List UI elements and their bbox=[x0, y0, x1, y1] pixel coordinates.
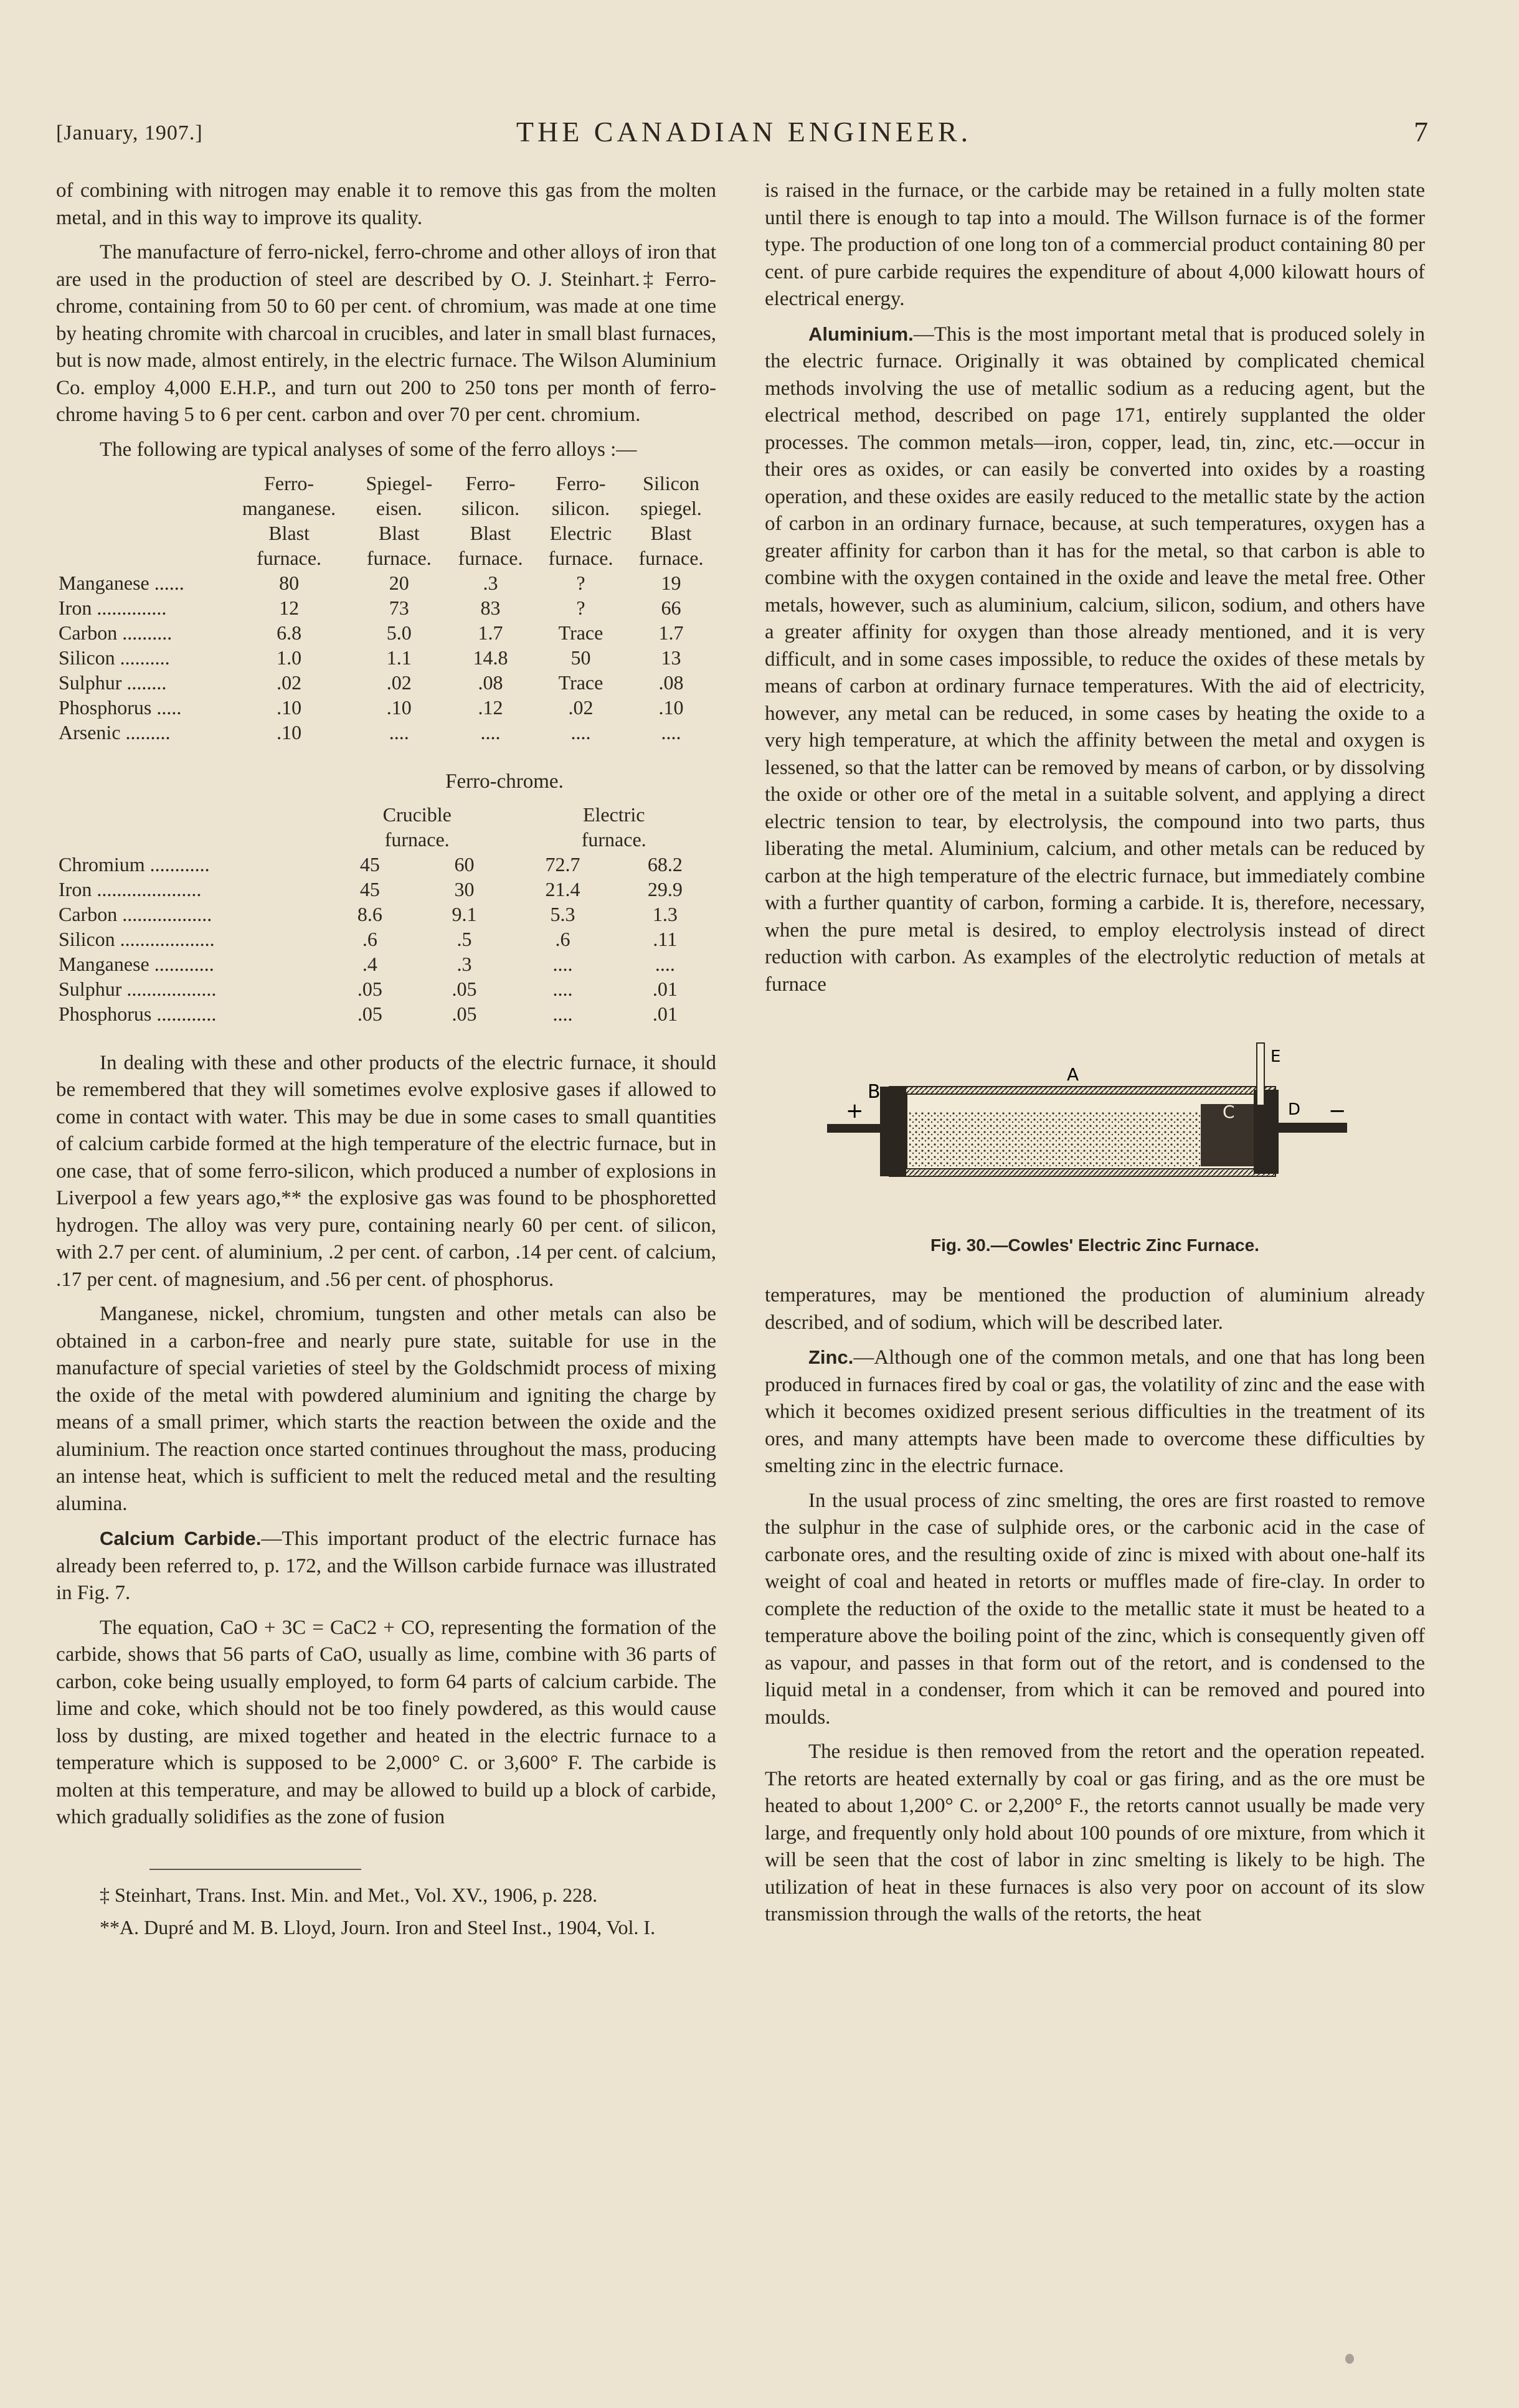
label-e: E bbox=[1271, 1047, 1281, 1066]
vent-pipe-e bbox=[1257, 1043, 1264, 1105]
paragraph: In dealing with these and other products of the electric furnace, it should be remembered that they will sometimes evolve explosive gases if allowed to come in contact with water. This may be due in some cases to small quantities of calcium carbide formed at the high temperature of the electric furnace, but in one case, that of some ferro-silicon, which produced a number of explosions in Liverpool a few years ago,** the explosive gas was found to be phosphoretted hydrogen. The alloy was very pure, containing nearly 60 per cent. of silicon, with 2.7 per cent. of aluminium, .2 per cent. of carbon, .14 per cent. of calcium, .17 per cent. of magnesium, and .56 per cent. of phosphorus. bbox=[56, 1051, 716, 1291]
label-c: C bbox=[1223, 1102, 1235, 1122]
label-a: A bbox=[1067, 1064, 1079, 1085]
col-header: Ferro- silicon. Electric furnace. bbox=[548, 472, 613, 569]
table-row: Arsenic ......... .10 .... .... .... .... bbox=[59, 721, 681, 744]
col-header: Ferro- manganese. Blast furnace. bbox=[242, 472, 336, 569]
section-heading: Aluminium. bbox=[808, 323, 914, 345]
paragraph: temperatures, may be mentioned the production of aluminium already described, and of sodium, which will be described later. bbox=[765, 1284, 1425, 1334]
inlet-pipe bbox=[827, 1124, 880, 1133]
col-header: Spiegel- eisen. Blast furnace. bbox=[366, 472, 433, 569]
ferro-chrome-caption: Ferro-chrome. bbox=[445, 770, 564, 793]
table-row: Phosphorus ............ .05 .05 .... .01 bbox=[59, 1002, 678, 1025]
paragraph: Aluminium.—This is the most important metal that is produced solely in the electric furnace. Originally it was obtained by complicated chemical methods involving the use of metallic sodium as a reducing agent, but the electrical method, described on page 171, entirely supplanted the older processes. The common metals—iron, copper, lead, tin, zinc, etc.—occur in their ores as oxides, or can easily be converted into oxides by a roasting operation, and these oxides are easily reduced to the metallic state by the action of carbon in an ordinary furnace, because, at such temperatures, oxygen has a greater affinity for carbon than it has for the metal, so that carbon is able to combine with the oxygen contained in the oxide and leave the metal free. Other metals, however, such as aluminium, calcium, silicon, sodium, and others have a greater affinity for oxygen than those already mentioned, and it is very difficult, and in some cases impossible, to reduce the oxides of these metals by means of carbon at ordinary furnace temperatures. With the aid of electricity, however, any metal can be reduced, in some cases by heating the oxide to a very high temperature, at which the affinity between the metal and oxygen is lessened, so that the latter can be removed by means of carbon, or by dissolving the oxide or other ore of the metal in a suitable solvent, and applying a direct electric tension to tear, by electrolysis, the compound into two parts, thus liberating the metal. Aluminium, calcium, and other metals can be reduced by carbon at the high temperature of the electric furnace, but immediately combine with a further quantity of carbon, forming a carbide. It is, therefore, necessary, when the pure metal is desired, to employ electrolysis instead of direct reduction with carbon. As examples of the electrolytic reduction of metals at furnace bbox=[765, 323, 1425, 996]
section-heading: Zinc. bbox=[808, 1346, 854, 1368]
plus-terminal-label: + bbox=[846, 1098, 864, 1123]
ferro-chrome-table bbox=[56, 802, 716, 1026]
issue-date: [January, 1907.] bbox=[56, 121, 203, 144]
paragraph: In the usual process of zinc smelting, the ores are first roasted to remove the sulphur in the case of sulphide ores, or the carbonic acid in the case of carbonate ores, and the resulting oxide of zinc is mixed with about one-half its weight of coal and heated in retorts or muffles made of fire-clay. In order to complete the reduction of the oxide to the metallic state it must be heated to a temperature above the boiling point of the zinc, which is consequently given off as vapour, and passes in that form out of the retort, and is condensed to the liquid metal in a condenser, from which it can be removed and poured into moulds. bbox=[765, 1489, 1425, 1729]
paragraph: The residue is then removed from the retort and the operation repeated. The retorts are heated externally by coal or gas firing, and as the ore must be heated to about 1,200° C. or 2,200° F., the retorts cannot usually be made very large, and frequently only hold about 100 pounds of ore mixture, from which it will be seen that the cost of labor in zinc smelting is likely to be high. The utilization of heat in these furnaces is also very poor on account of its slow transmission through the walls of the retorts, the heat bbox=[765, 1740, 1425, 1925]
paragraph: The equation, CaO + 3C = CaC2 + CO, representing the formation of the carbide, shows that 56 parts of CaO, usually as lime, combine with 36 parts of carbon, coke being usually employed, to form 64 parts of calcium carbide. The lime and coke, which should not be too finely powdered, as this would cause loss by dusting, are mixed together and heated in the electric furnace to a temperature which is supposed to be 2,000° C. or 3,600° F. The carbide is molten at this temperature, and may be allowed to build up a block of carbide, which gradually solidifies as the zone of fusion bbox=[56, 1616, 716, 1828]
label-d: D bbox=[1288, 1100, 1301, 1119]
table-row: Chromium ............ 45 60 72.7 68.2 bbox=[59, 852, 683, 876]
page-header bbox=[56, 115, 1432, 159]
left-column bbox=[56, 177, 716, 1947]
retort-bottom-wall bbox=[889, 1169, 1275, 1176]
page-number: 7 bbox=[1414, 116, 1432, 148]
table-row: Carbon .................. 8.6 9.1 5.3 1.3 bbox=[59, 902, 678, 925]
paragraph: Calcium Carbide.—This important product of the electric furnace has already been referred to, p. 172, and the Willson carbide furnace was illustrated in Fig. 7. bbox=[56, 1527, 716, 1604]
paragraph: Zinc.—Although one of the common metals, and one that has long been produced in furnaces fired by coal or gas, the volatility of zinc and the ease with which it becomes oxidized present serious difficulties in the treatment of its ores, and many attempts have been made to overcome these difficulties by smelting zinc in the electric furnace. bbox=[765, 1346, 1425, 1477]
table-row: Sulphur ........ .02 .02 .08 Trace .08 bbox=[59, 671, 684, 694]
table-header-row bbox=[56, 802, 716, 852]
footnote: ‡ Steinhart, Trans. Inst. Min. and Met., Vol. XV., 1906, p. 228. bbox=[100, 1883, 598, 1906]
table-row: Carbon .......... 6.8 5.0 1.7 Trace 1.7 bbox=[59, 621, 684, 644]
col-header: Crucible furnace. bbox=[382, 803, 452, 851]
paragraph: Manganese, nickel, chromium, tungsten and other metals can also be obtained in a carbon-free and nearly pure state, suitable for use in the manufacture of special varieties of steel by the Goldschmidt process of mixing the oxide of the metal with powdered aluminium and igniting the charge by means of a small primer, which starts the reaction between the oxide and the aluminium. The reaction once started continues throughout the mass, producing an intense heat, which is sufficient to melt the reduced metal and the resulting alumina. bbox=[56, 1303, 716, 1515]
retort-top-wall bbox=[889, 1087, 1275, 1094]
electrode-block bbox=[880, 1087, 906, 1176]
table-row: Silicon .......... 1.0 1.1 14.8 50 13 bbox=[59, 646, 681, 669]
table-row: Iron ..................... 45 30 21.4 29.9 bbox=[59, 877, 683, 900]
paragraph: of combining with nitrogen may enable it to remove this gas from the molten metal, and in this way to improve its quality. bbox=[56, 179, 716, 229]
table-row: Manganese ...... 80 20 .3 ? 19 bbox=[59, 572, 681, 594]
table-header-row bbox=[56, 471, 716, 570]
table-row: Iron .............. 12 73 83 ? 66 bbox=[59, 597, 681, 619]
right-column bbox=[765, 177, 1425, 1936]
footnote-divider bbox=[149, 1869, 361, 1870]
minus-terminal-label: − bbox=[1328, 1098, 1346, 1123]
table-row: Silicon ................... .6 .5 .6 .11 bbox=[59, 927, 678, 950]
section-heading: Calcium Carbide. bbox=[100, 1527, 262, 1549]
footnotes bbox=[56, 1869, 716, 1940]
paragraph: The following are typical analyses of some of the ferro alloys :— bbox=[100, 438, 637, 461]
table-row: Manganese ............ .4 .3 .... .... bbox=[59, 952, 675, 975]
figure-caption: Fig. 30.—Cowles' Electric Zinc Furnace. bbox=[930, 1235, 1259, 1255]
col-header: Electric furnace. bbox=[581, 803, 646, 851]
table-row: Sulphur .................. .05 .05 .... .01 bbox=[59, 977, 678, 1000]
zinc-furnace-diagram bbox=[765, 1031, 1425, 1217]
paragraph: The manufacture of ferro-nickel, ferro-chrome and other alloys of iron that are used in the production of steel are described by O. J. Steinhart.‡ Ferro-chrome, containing from 50 to 60 per cent. of chromium, was made at one time by heating chromite with charcoal in crucibles, and later in small blast furnaces, but is now made, almost entirely, in the electric furnace. The Wilson Aluminium Co. employ 4,000 E.H.P., and turn out 200 to 250 tons per month of ferro-chrome having 5 to 6 per cent. carbon and over 70 per cent. chromium. bbox=[56, 241, 716, 426]
col-header: Ferro- silicon. Blast furnace. bbox=[458, 472, 523, 569]
ink-smudge bbox=[1345, 2354, 1354, 2364]
col-header: Silicon spiegel. Blast furnace. bbox=[638, 472, 704, 569]
label-b: B bbox=[868, 1081, 881, 1103]
outlet-pipe-d bbox=[1279, 1123, 1347, 1133]
footnote: **A. Dupré and M. B. Lloyd, Journ. Iron and Steel Inst., 1904, Vol. I. bbox=[100, 1915, 656, 1938]
ferro-alloys-table bbox=[56, 471, 716, 745]
journal-title: THE CANADIAN ENGINEER. bbox=[516, 116, 972, 148]
table-row: Phosphorus ..... .10 .10 .12 .02 .10 bbox=[59, 696, 684, 719]
ore-charge bbox=[909, 1112, 1202, 1168]
paragraph: is raised in the furnace, or the carbide may be retained in a fully molten state until there is enough to tap into a mould. The Willson furnace is of the former type. The production of one long ton of a commercial product containing 80 per cent. of pure carbide requires the expenditure of about 4,000 kilowatt hours of electrical energy. bbox=[765, 179, 1425, 310]
